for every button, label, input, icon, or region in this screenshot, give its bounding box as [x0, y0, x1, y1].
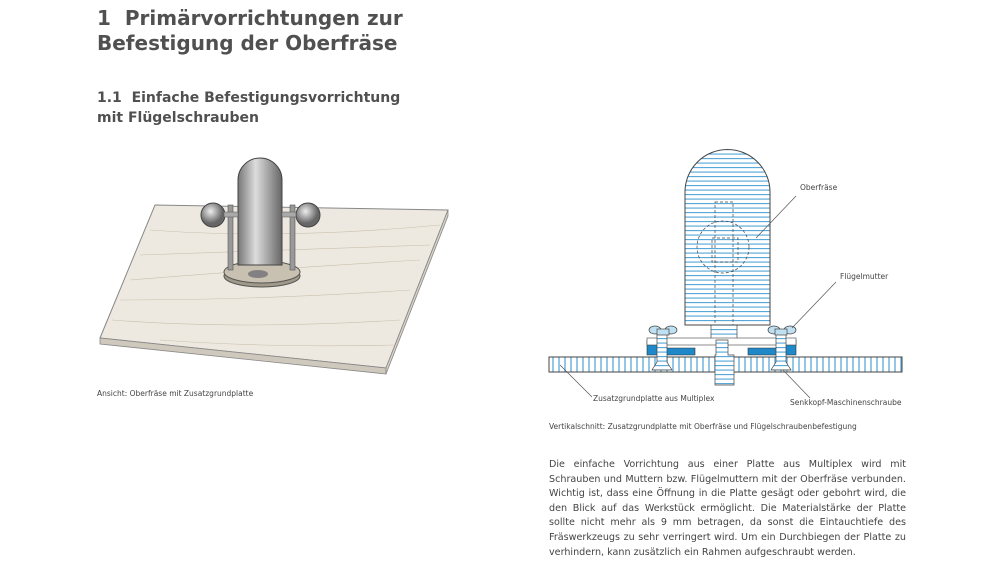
label-zusatzgrundplatte: Zusatzgrundplatte aus Multiplex	[593, 394, 715, 403]
label-senkkopfschraube: Senkkopf-Maschinenschraube	[790, 398, 902, 407]
chapter-heading	[97, 6, 403, 56]
body-paragraph: Die einfache Vorrichtung aus einer Platte aus Multiplex wird mit Schrauben und Muttern bzw. Flügelmuttern mit der Oberfräse verbunden. Wichtig ist, dass eine Öffnung in die Platte gesägt oder gebohrt wird, die den Blick auf das Werkstück ermöglicht. Die Materialstärke der Platte sollte nicht mehr als 9 mm betragen, da sonst die Eintauchtiefe des Fräswerkzeugs zu sehr verringert wird. Um ein Durchbiegen der Platte zu verhindern, kann zusätzlich ein Rahmen aufgeschraubt werden.	[549, 459, 906, 558]
router-baseplate-illustration	[95, 150, 455, 380]
chapter-title-line1: Primärvorrichtungen zur	[124, 6, 403, 30]
label-fluegelmutter: Flügelmutter	[840, 272, 889, 281]
left-figure-caption: Ansicht: Oberfräse mit Zusatzgrundplatte	[97, 389, 254, 398]
vertical-section-diagram	[540, 140, 920, 400]
label-oberfraese: Oberfräse	[800, 183, 838, 192]
section-heading	[97, 88, 400, 128]
right-figure-caption: Vertikalschnitt: Zusatzgrundplatte mit Oberfräse und Flügelschraubenbefestigung	[549, 422, 857, 431]
section-title-line2: mit Flügelschrauben	[97, 110, 259, 126]
chapter-number: 1	[97, 6, 111, 30]
section-number: 1.1	[97, 90, 122, 106]
chapter-title-line2: Befestigung der Oberfräse	[97, 31, 398, 55]
section-title-line1: Einfache Befestigungsvorrichtung	[131, 90, 401, 106]
